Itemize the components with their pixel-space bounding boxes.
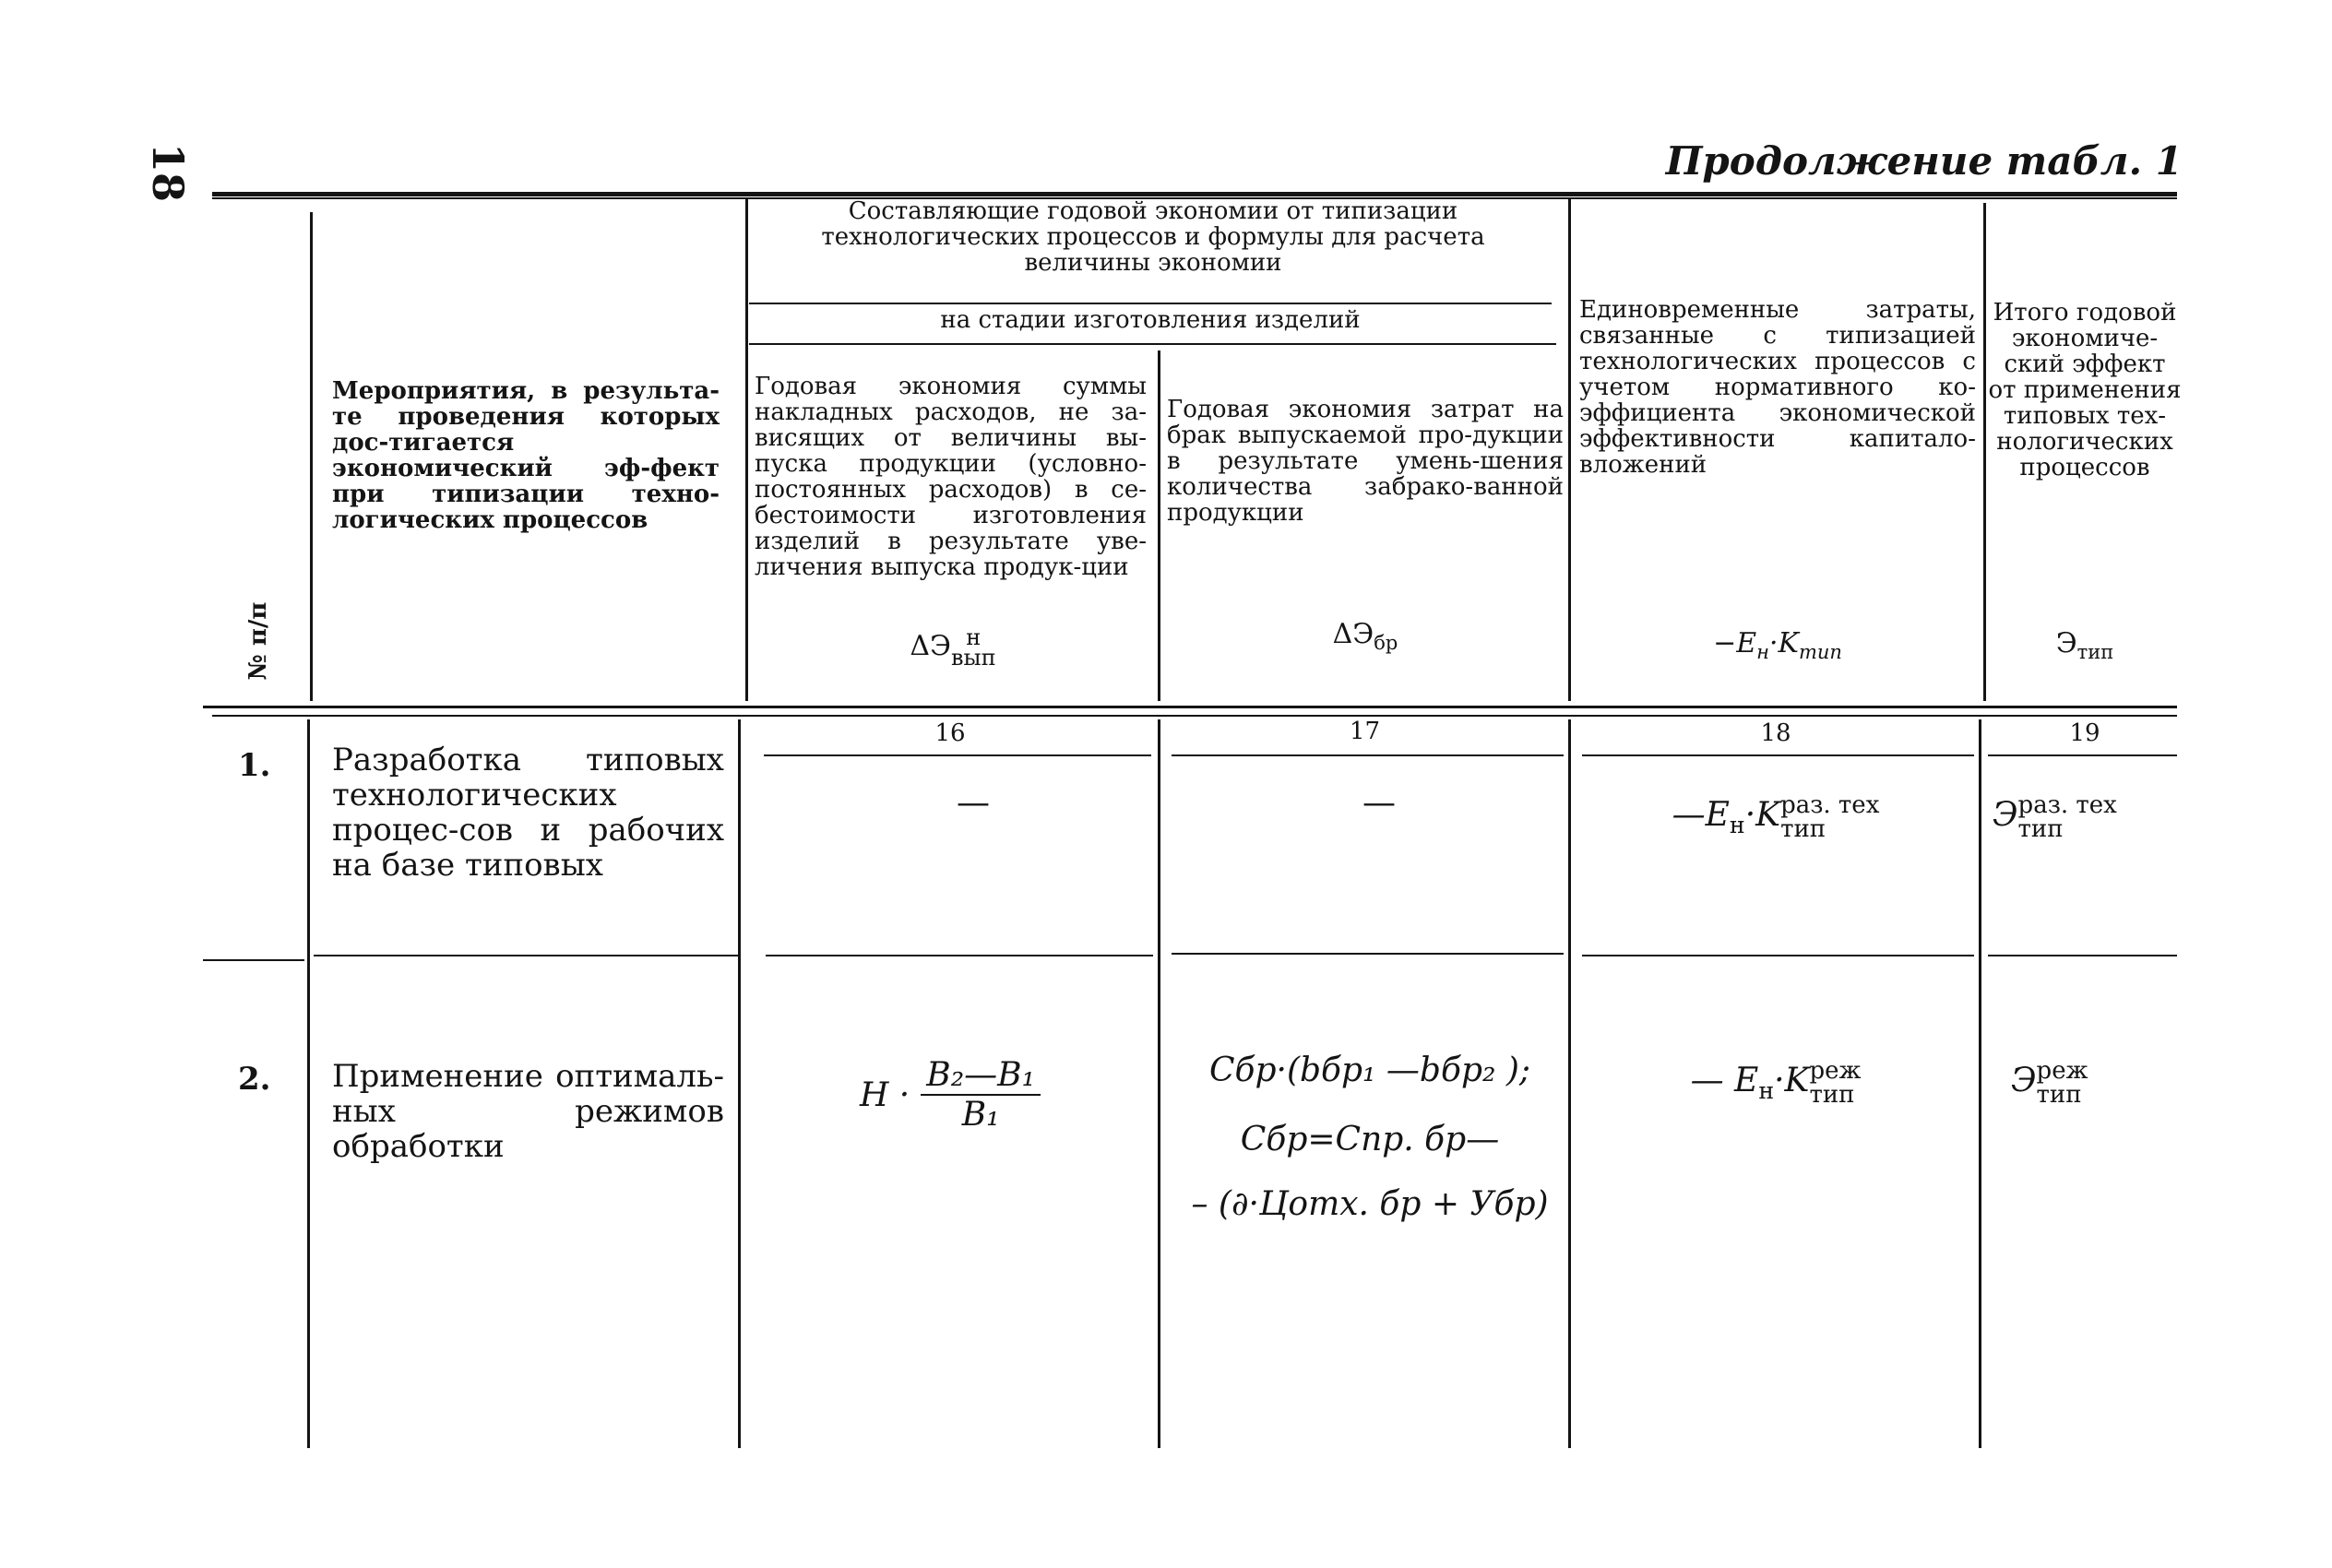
subgroup-bottom-rule — [749, 343, 1556, 345]
header-group-title — [770, 198, 1536, 276]
row-separator — [766, 955, 1153, 956]
group-title-text: Составляющие годовой экономии от типизации технологических процессов и формулы для расчета величины экономии — [821, 197, 1485, 277]
row-2-col17-line2: Cбр=Cпр. бр— — [1240, 1121, 1500, 1158]
colnum-rule — [1582, 754, 1974, 756]
divider — [1983, 203, 1986, 701]
divider — [307, 719, 310, 1448]
divider — [1979, 719, 1981, 1448]
row-separator — [314, 955, 738, 956]
divider — [1568, 719, 1571, 1448]
row-2-col17-line3: – (∂·Цотх. бр + Убр) — [1191, 1185, 1549, 1223]
col-number-label: № п/п — [244, 601, 272, 681]
divider — [745, 198, 748, 701]
divider — [738, 719, 741, 1448]
column-number-17: 17 — [1349, 718, 1381, 745]
table-continuation-title: Продолжение табл. 1 — [1665, 138, 2183, 184]
header-bottom-rule-2 — [212, 715, 2177, 717]
header-col17-symbol: $\Delta Э_{бр}$ — [1332, 618, 1398, 654]
row-1-number: 1. — [238, 747, 271, 784]
header-bottom-rule — [203, 706, 2177, 708]
row-1-col18: $—E_н\cdot K$ раз. тех тип — [1672, 791, 1880, 843]
column-number-18: 18 — [1760, 719, 1791, 747]
header-col18-symbol: $-E_н\cdot K_{тип}$ — [1713, 627, 1842, 663]
header-col18-text: Единовременные затраты, связанные с типизацией технологических процессов с учетом нормативного ко-эффициента экономической эффективности капитало-вложений — [1579, 296, 1976, 479]
header-col16-text: Годовая экономия суммы накладных расходов, не за-висящих от величины вы-пуска продукции (условно-постоянных расходов) в се-бестоимости изготовления изделий в результате уве-личения выпуска продук-ции — [755, 373, 1147, 581]
row-1-measure: Разработка типовых технологических процес-сов и рабочих на базе типовых — [332, 742, 724, 884]
page-number: 18 — [143, 143, 193, 203]
row-2-col17-line1: Cбр·(bбр₁ —bбр₂ ); — [1208, 1051, 1531, 1089]
divider — [1158, 350, 1160, 701]
subgroup-top-rule — [749, 303, 1552, 304]
row-2-number: 2. — [238, 1061, 271, 1098]
row-separator — [1582, 955, 1974, 956]
row-separator — [1988, 955, 2177, 956]
row-1-col16: — — [957, 784, 990, 822]
colnum-rule — [764, 754, 1151, 756]
header-col19-symbol: $Э_{тип}$ — [2055, 627, 2114, 663]
header-col17-text: Годовая экономия затрат на брак выпускаемой про-дукции в результате умень-шения количества забрако-ванной продукции — [1167, 396, 1564, 527]
header-measures: Мероприятия, в результа-те проведения которых дос-тигается экономический эф-фект при типизации техно-логических процессов — [332, 377, 720, 534]
row-separator — [203, 959, 304, 961]
row-separator — [1172, 953, 1564, 955]
colnum-rule — [1988, 754, 2177, 756]
header-cell-number — [231, 590, 286, 692]
column-number-16: 16 — [934, 719, 966, 747]
row-2-col18: — $E_н\cdot K$ реж тип — [1690, 1057, 1862, 1109]
row-2-col16: H · B₂—B₁ B₁ — [830, 1056, 1070, 1134]
header-subgroup-title: на стадии изготовления изделий — [940, 306, 1361, 334]
colnum-rule — [1172, 754, 1564, 756]
row-2-measure: Применение оптималь-ных режимов обработки — [332, 1058, 724, 1165]
divider — [1568, 198, 1571, 701]
column-number-19: 19 — [2069, 719, 2100, 747]
row-2-col19: Э реж тип — [2011, 1057, 2088, 1109]
row-1-col19: Э раз. тех тип — [1993, 791, 2117, 843]
header-col19-text: Итого годовой экономиче-ский эффект от применения типовых тех-нологических процессов — [1988, 299, 2182, 481]
header-col16-symbol: ΔЭ н вып — [910, 624, 996, 671]
divider — [310, 212, 313, 701]
divider — [1158, 719, 1160, 1448]
row-1-col17: — — [1362, 784, 1396, 822]
top-rule — [212, 192, 2177, 196]
